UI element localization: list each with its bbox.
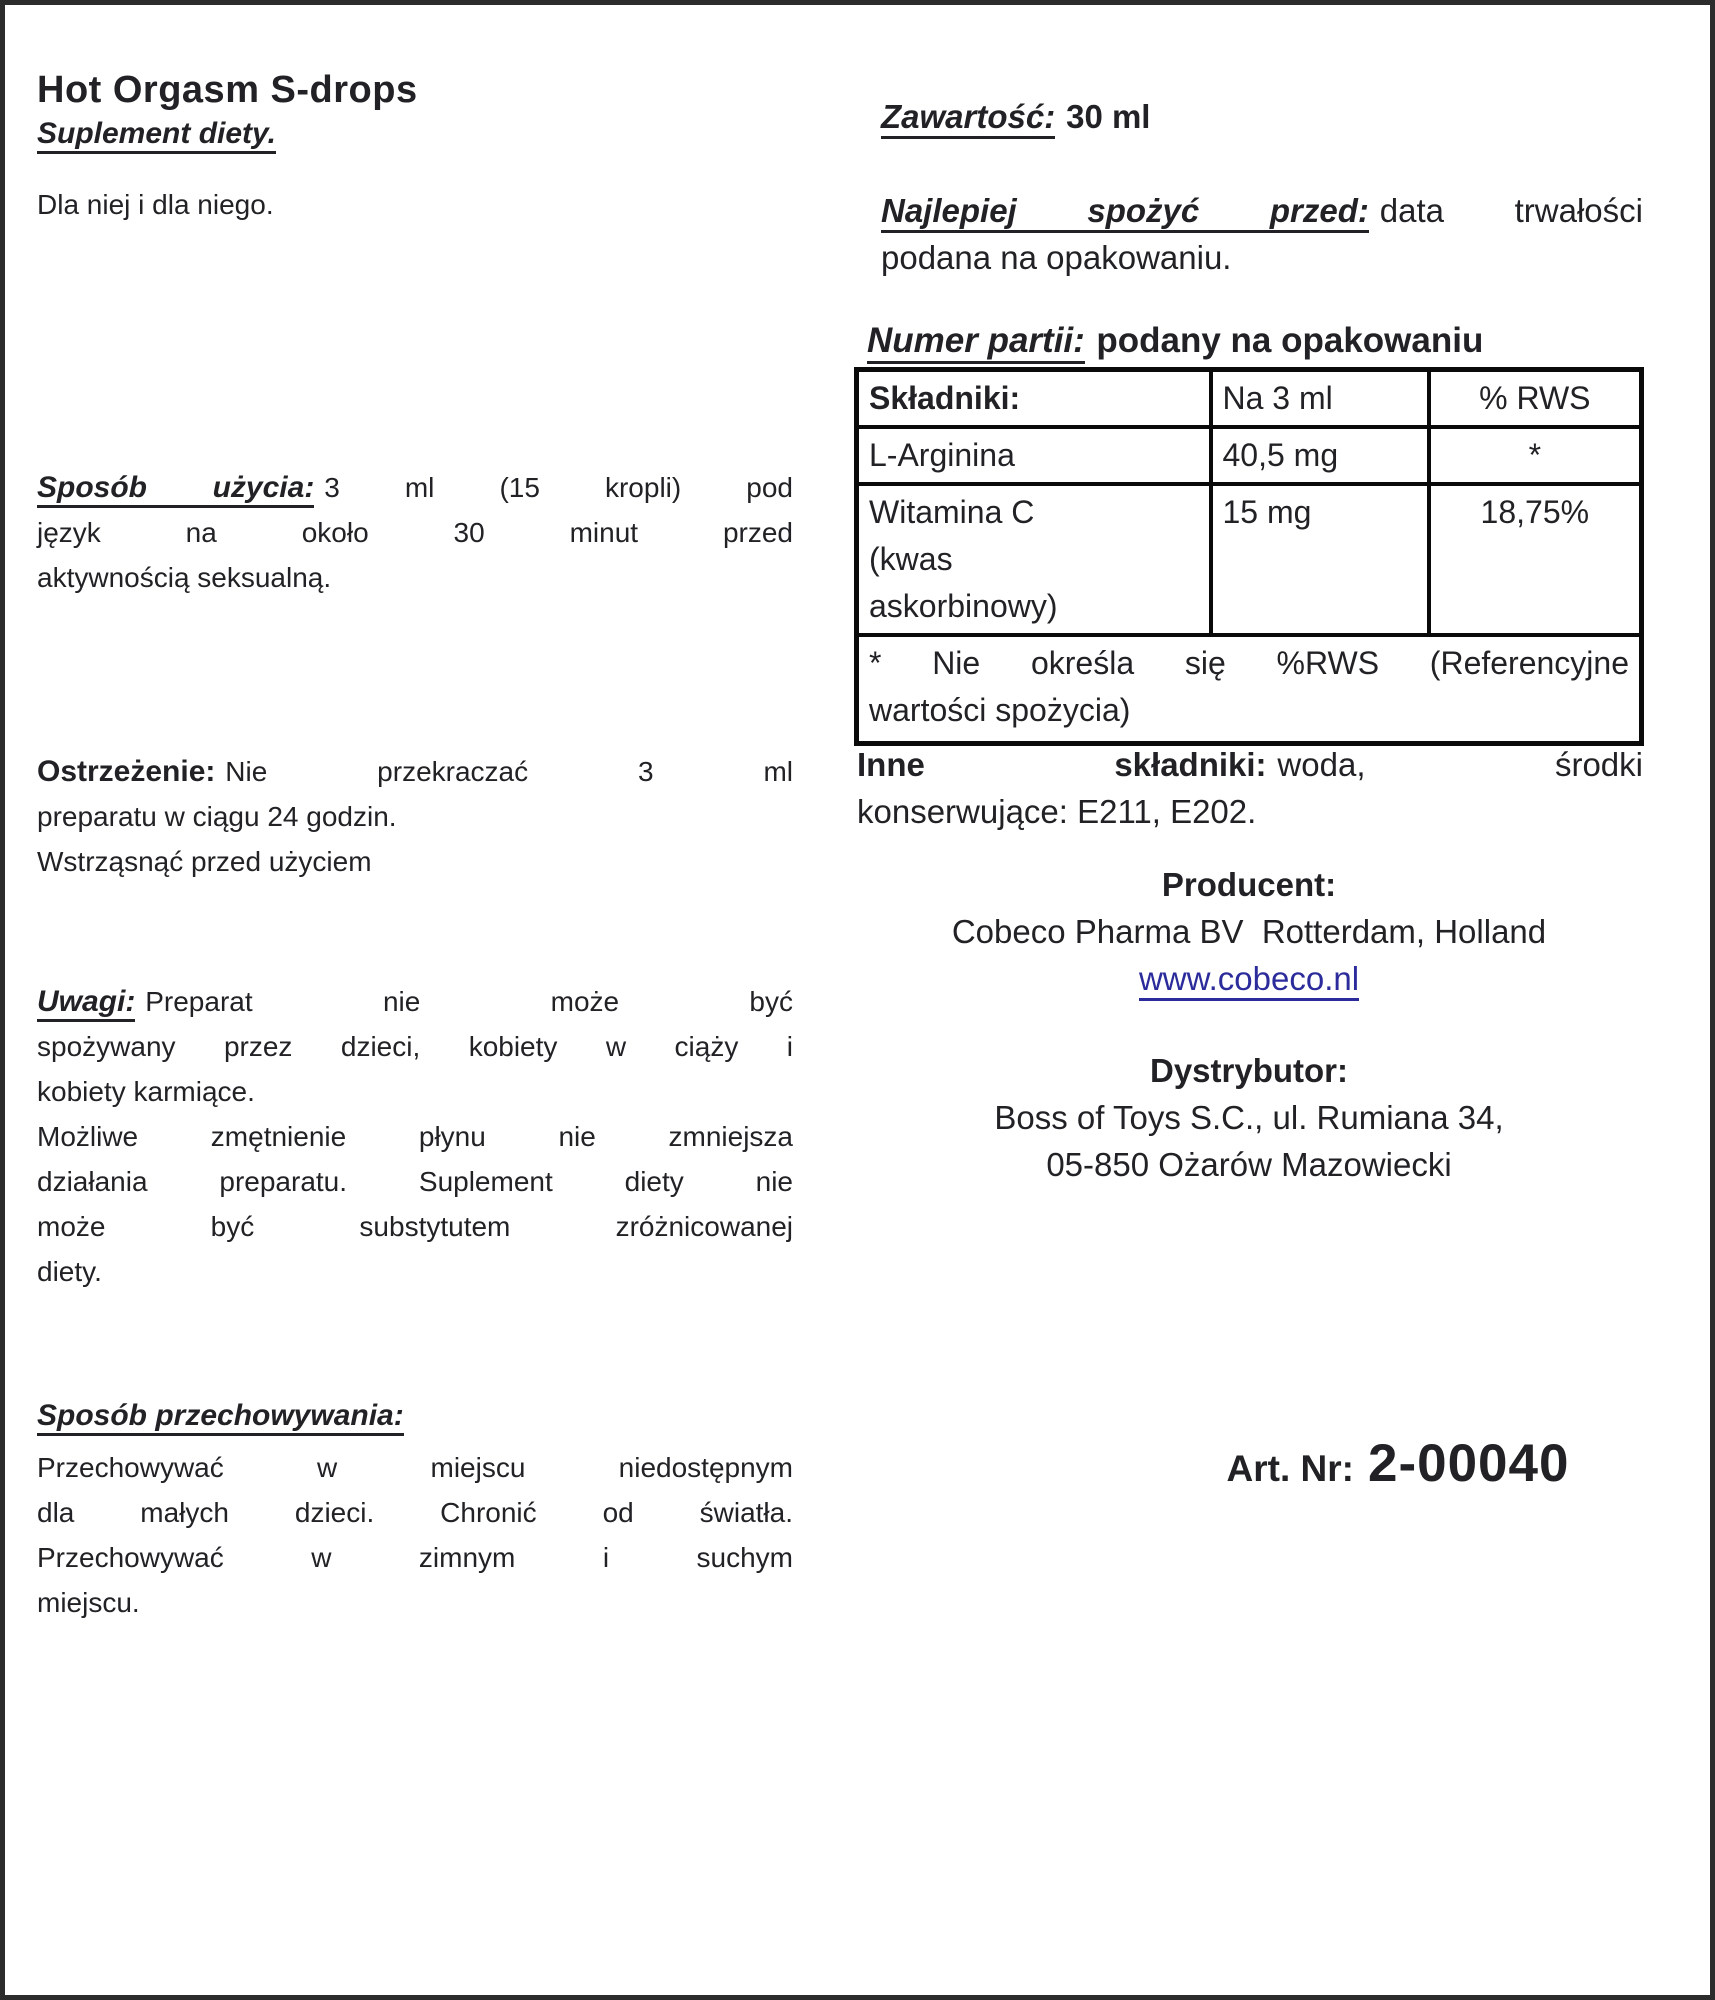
notes-line-3: kobiety karmiące. [37, 1076, 255, 1107]
ingredient-name [857, 484, 1211, 635]
ingredient-name-line-2: (kwas [869, 541, 953, 577]
nutrition-table [854, 367, 1644, 746]
other-ingredients-label: Inne składniki: [857, 746, 1267, 783]
producer-name: Cobeco Pharma BV Rotterdam, Holland [951, 913, 1547, 950]
batch-label: Numer partii: [867, 321, 1085, 364]
producer-label: Producent: [1161, 866, 1337, 903]
article-number-value: 2-00040 [1367, 1434, 1570, 1493]
batch-value: podany na opakowaniu [1096, 321, 1484, 360]
storage-line-4: miejscu. [37, 1587, 140, 1618]
distributor-block [854, 1047, 1644, 1188]
tagline: Dla niej i dla niego. [37, 189, 274, 220]
notes-line-4: Możliwe zmętnienie płynu nie zmniejsza [37, 1121, 793, 1152]
volume-line [881, 93, 1150, 140]
table-header-row [857, 370, 1642, 428]
storage-line-3: Przechowywać w zimnym i suchym [37, 1542, 793, 1573]
warning-label: Ostrzeżenie: [37, 755, 216, 788]
article-number-label: Art. Nr: [1226, 1448, 1354, 1489]
usage-line-2: język na około 30 minut przed [37, 517, 793, 548]
header-ingredients: Składniki: [857, 370, 1211, 428]
warning-paragraph [37, 749, 793, 884]
distributor-line-2: 05-850 Ożarów Mazowiecki [1046, 1146, 1452, 1183]
notes-line-5: działania preparatu. Suplement diety nie [37, 1166, 793, 1197]
volume-value: 30 ml [1066, 98, 1151, 135]
other-ingredients-line-2: konserwujące: E211, E202. [857, 793, 1257, 830]
ingredient-amount: 15 mg [1211, 484, 1429, 635]
distributor-line-1: Boss of Toys S.C., ul. Rumiana 34, [994, 1099, 1504, 1136]
ingredient-name: L-Arginina [857, 427, 1211, 484]
storage-heading [37, 1399, 793, 1433]
ingredient-rws: 18,75% [1429, 484, 1642, 635]
ingredient-amount: 40,5 mg [1211, 427, 1429, 484]
producer-block [854, 861, 1644, 1002]
table-footnote [857, 635, 1642, 743]
usage-paragraph [37, 465, 793, 600]
storage-line-2: dla małych dzieci. Chronić od światła. [37, 1497, 793, 1528]
notes-line-2: spożywany przez dzieci, kobiety w ciąży i [37, 1031, 793, 1062]
usage-line-3: aktywnością seksualną. [37, 562, 332, 593]
warning-line-3: Wstrząsnąć przed użyciem [37, 846, 372, 877]
volume-label: Zawartość: [881, 98, 1055, 139]
table-row [857, 484, 1642, 635]
product-title: Hot Orgasm S-drops [37, 69, 418, 111]
best-before-paragraph [881, 187, 1643, 281]
storage-label: Sposób przechowywania: [37, 1399, 404, 1436]
header-per-3ml: Na 3 ml [1211, 370, 1429, 428]
footnote-line-2: wartości spożycia) [869, 692, 1131, 728]
warning-line-1: Nie przekraczać 3 ml [225, 756, 793, 787]
ingredient-name-line-3: askorbinowy) [869, 588, 1058, 624]
warning-line-2: preparatu w ciągu 24 godzin. [37, 801, 397, 832]
ingredient-rws: * [1429, 427, 1642, 484]
usage-label: Sposób użycia: [37, 471, 314, 508]
notes-paragraph [37, 979, 793, 1294]
usage-line-1: 3 ml (15 kropli) pod [324, 472, 793, 503]
table-footnote-row [857, 635, 1642, 743]
notes-line-7: diety. [37, 1256, 102, 1287]
notes-label: Uwagi: [37, 985, 135, 1022]
best-before-line-1: data trwałości [1379, 192, 1643, 229]
other-ingredients-line-1: woda, środki [1277, 746, 1643, 783]
table-row [857, 427, 1642, 484]
notes-line-1: Preparat nie może być [145, 986, 793, 1017]
producer-website-link[interactable]: www.cobeco.nl [1139, 960, 1359, 1001]
product-subtitle [37, 117, 793, 151]
footnote-line-1: * Nie określa się %RWS (Referencyjne [869, 645, 1629, 681]
header-rws: % RWS [1429, 370, 1642, 428]
distributor-label: Dystrybutor: [1149, 1052, 1349, 1089]
other-ingredients-paragraph [857, 741, 1643, 835]
ingredient-name-line-1: Witamina C [869, 494, 1035, 530]
storage-line-1: Przechowywać w miejscu niedostępnym [37, 1452, 793, 1483]
best-before-label: Najlepiej spożyć przed: [881, 192, 1369, 233]
best-before-line-2: podana na opakowaniu. [881, 239, 1232, 276]
article-number [1155, 1433, 1641, 1494]
storage-paragraph [37, 1445, 793, 1625]
notes-line-6: może być substytutem zróżnicowanej [37, 1211, 793, 1242]
batch-line [867, 321, 1483, 361]
subtitle-text: Suplement diety. [37, 117, 276, 154]
